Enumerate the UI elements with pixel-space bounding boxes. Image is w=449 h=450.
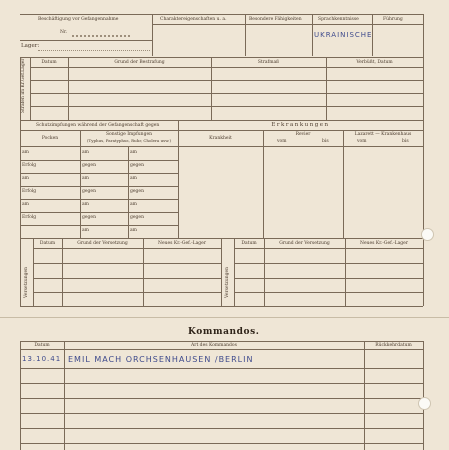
impf-row-label: am [130,176,137,181]
impf-row-label: am [82,150,89,155]
impf-row-label: am [130,150,137,155]
revier-bis-label: bis [322,139,329,144]
col-charakter-label: Charaktereigenschaften u. a. [160,17,227,22]
impf-row-label: am [22,150,29,155]
impf-row-label: gegen [82,163,96,168]
erkrankungen-header: Erkrankungen [271,122,330,128]
krankheit-label: Krankheit [209,136,232,141]
col-beschaeftigung-label: Beschäftigung vor Gefangennahme [38,17,119,22]
impf-row-label: am [22,202,29,207]
kommando-entry-text: EMIL MACH ORCHSENHAUSEN /BERLIN [68,355,254,364]
impf-row-label: Erfolg [22,189,37,194]
strafen-verbuesst-label: Verbüßt, Datum [356,60,393,65]
sonstige-label: Sonstige Impfungen [105,132,153,137]
versetzungen-side-label-2: Versetzungen [225,266,230,298]
impf-row-label: am [82,176,89,181]
revier-label: Revier [295,132,311,137]
impf-row-label: gegen [130,215,144,220]
strafen-side-label: Strafen im Kr.Gef.Lager [21,58,26,113]
kommandos-art-label: Art des Kommandos [191,343,237,348]
impf-row-label: am [130,228,137,233]
kommandos-rueckkehr-label: Rückkehrdatum [375,343,412,348]
col-fuehrung-label: Führung [383,17,403,22]
strafen-strafmass-label: Strafmaß [257,60,280,65]
lazarett-label: Lazarett — Krankenhaus [354,132,412,137]
nr-label: Nr. [60,30,68,35]
versetz-neues-label: Neues Kr.-Gef.-Lager [158,241,206,246]
impf-row-label: am [82,228,89,233]
impf-row-label: gegen [82,215,96,220]
col-sprach-label: Sprachkenntnisse [318,17,359,22]
kommando-entry-date: 13.10.41 [22,355,62,363]
strafen-datum-label: Datum [41,60,57,65]
versetz-neues-label-2: Neues Kr.-Gef.-Lager [360,241,408,246]
schutzimpfungen-header: Schutzimpfungen während der Gefangenschaft gegen [36,123,160,128]
sonstige-sub-label: (Typhus, Paratyphus, Ruhr, Cholera usw.) [86,138,171,143]
lazarett-bis-label: bis [402,139,409,144]
pocken-label: Pocken [41,136,59,141]
lazarett-vom-label: vom [357,139,367,144]
impf-row-label: am [22,176,29,181]
top-border [20,14,423,15]
impf-row-label: am [130,202,137,207]
impf-row-label: am [82,202,89,207]
punch-hole [418,397,431,410]
versetz-grund-label: Grund der Versetzung [77,241,128,246]
punch-hole [421,228,434,241]
impf-row-label: gegen [130,189,144,194]
lager-label: Lager: [21,43,40,49]
versetz-grund-label-2: Grund der Versetzung [279,241,330,246]
strafen-grund-label: Grund der Bestrafung [114,60,165,65]
versetz-datum-label: Datum [39,241,56,246]
kommandos-datum-label: Datum [34,343,50,348]
impf-row-label: Erfolg [22,215,37,220]
versetz-datum-label-2: Datum [241,241,257,246]
kommandos-title: Kommandos. [188,327,260,337]
sprachkenntnisse-value: UKRAINISCHE [314,31,373,39]
revier-vom-label: vom [277,139,287,144]
impf-row-label: gegen [130,163,144,168]
col-faehigkeiten-label: Besondere Fähigkeiten [249,17,302,22]
versetzungen-side-label: Versetzungen [24,266,29,298]
fold-line [0,317,449,318]
impf-row-label: gegen [82,189,96,194]
impf-row-label: Erfolg [22,163,37,168]
